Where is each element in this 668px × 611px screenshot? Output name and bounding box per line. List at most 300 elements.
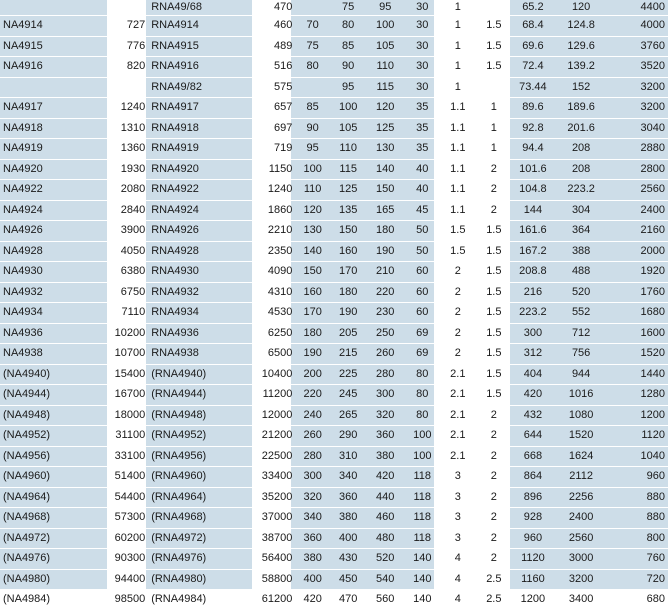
cell-dim-6: 1.5: [475, 282, 513, 303]
cell-dim-1: 420: [295, 590, 330, 611]
cell-dim-4: 118: [404, 528, 441, 549]
cell-dim-6: [475, 0, 513, 16]
cell-dim-6: 2: [475, 487, 513, 508]
cell-value-e: 1440: [609, 364, 668, 385]
cell-value-b: 33400: [256, 467, 296, 488]
cell-dim-4: 40: [404, 180, 441, 201]
cell-dim-2: 115: [330, 159, 367, 180]
cell-value-b: 2210: [256, 221, 296, 242]
cell-value-c: 167.2: [513, 241, 554, 262]
cell-value-e: 1680: [609, 303, 668, 324]
cell-value-d: 2256: [553, 487, 609, 508]
cell-dim-4: 50: [404, 241, 441, 262]
cell-value-c: 312: [513, 344, 554, 365]
cell-dim-6: 2: [475, 426, 513, 447]
cell-dim-1: 90: [295, 118, 330, 139]
cell-dim-3: 130: [366, 139, 404, 160]
cell-dim-2: 75: [330, 0, 367, 16]
cell-dim-2: 180: [330, 282, 367, 303]
cell-designation-rna: RNA4919: [148, 139, 256, 160]
cell-value-b: 21200: [256, 426, 296, 447]
table-row: [0, 262, 668, 283]
table-row: [0, 180, 668, 201]
cell-dim-1: 180: [295, 323, 330, 344]
cell-dim-5: 2.1: [441, 364, 476, 385]
cell-dim-6: [475, 77, 513, 98]
cell-value-c: 896: [513, 487, 554, 508]
cell-dim-3: 460: [366, 508, 404, 529]
cell-dim-5: 2: [441, 303, 476, 324]
cell-designation-na: NA4914: [0, 16, 109, 37]
cell-value-e: 800: [609, 528, 668, 549]
cell-dim-2: 85: [330, 36, 367, 57]
cell-designation-na: NA4918: [0, 118, 109, 139]
cell-value-c: 1160: [513, 569, 554, 590]
cell-dim-2: 400: [330, 528, 367, 549]
cell-value-c: 208.8: [513, 262, 554, 283]
cell-dim-3: 320: [366, 405, 404, 426]
cell-dim-2: 215: [330, 344, 367, 365]
table-row: [0, 139, 668, 160]
cell-dim-6: 2: [475, 508, 513, 529]
cell-value-b: 6250: [256, 323, 296, 344]
cell-value-b: 1240: [256, 180, 296, 201]
cell-value-d: 3200: [553, 569, 609, 590]
cell-value-d: 304: [553, 200, 609, 221]
cell-value-d: 189.6: [553, 98, 609, 119]
cell-designation-na: NA4922: [0, 180, 109, 201]
cell-value-b: 697: [256, 118, 296, 139]
cell-designation-na: NA4934: [0, 303, 109, 324]
cell-value-e: 880: [609, 508, 668, 529]
cell-dim-6: 1: [475, 98, 513, 119]
cell-dim-4: 140: [404, 590, 441, 611]
cell-designation-na: NA4930: [0, 262, 109, 283]
cell-dim-6: 2: [475, 528, 513, 549]
cell-dim-6: 1.5: [475, 364, 513, 385]
cell-dim-5: 4: [441, 569, 476, 590]
cell-value-c: 928: [513, 508, 554, 529]
cell-value-a: 776: [109, 36, 149, 57]
cell-value-d: 388: [553, 241, 609, 262]
cell-dim-6: 2.5: [475, 569, 513, 590]
cell-designation-na: NA4915: [0, 36, 109, 57]
cell-designation-rna: RNA4914: [148, 16, 256, 37]
cell-designation-na: (NA4984): [0, 590, 109, 611]
cell-designation-rna: RNA4918: [148, 118, 256, 139]
cell-value-a: 10200: [109, 323, 149, 344]
cell-dim-1: 400: [295, 569, 330, 590]
cell-designation-na: NA4928: [0, 241, 109, 262]
cell-dim-2: 205: [330, 323, 367, 344]
cell-designation-na: NA4926: [0, 221, 109, 242]
cell-designation-rna: RNA4924: [148, 200, 256, 221]
cell-value-e: 760: [609, 549, 668, 570]
cell-value-b: 719: [256, 139, 296, 160]
cell-value-a: 820: [109, 57, 149, 78]
cell-value-b: 6500: [256, 344, 296, 365]
cell-value-c: 92.8: [513, 118, 554, 139]
cell-dim-3: 440: [366, 487, 404, 508]
cell-value-e: 3760: [609, 36, 668, 57]
cell-dim-3: 120: [366, 98, 404, 119]
cell-value-d: 2112: [553, 467, 609, 488]
cell-dim-5: 3: [441, 528, 476, 549]
cell-dim-6: 1.5: [475, 16, 513, 37]
cell-value-e: 1280: [609, 385, 668, 406]
cell-dim-2: 245: [330, 385, 367, 406]
cell-value-d: 944: [553, 364, 609, 385]
cell-dim-3: 280: [366, 364, 404, 385]
cell-designation-na: (NA4952): [0, 426, 109, 447]
cell-value-d: 2560: [553, 528, 609, 549]
cell-value-d: 208: [553, 139, 609, 160]
cell-dim-3: 100: [366, 16, 404, 37]
cell-value-c: 89.6: [513, 98, 554, 119]
cell-designation-rna: (RNA4944): [148, 385, 256, 406]
cell-value-d: 520: [553, 282, 609, 303]
cell-dim-5: 1.5: [441, 221, 476, 242]
cell-value-e: 1920: [609, 262, 668, 283]
cell-dim-1: 220: [295, 385, 330, 406]
cell-dim-3: 480: [366, 528, 404, 549]
cell-value-d: 152: [553, 77, 609, 98]
cell-dim-5: 1.1: [441, 200, 476, 221]
cell-value-a: 6750: [109, 282, 149, 303]
cell-dim-3: 230: [366, 303, 404, 324]
cell-value-e: 1600: [609, 323, 668, 344]
cell-value-e: 1760: [609, 282, 668, 303]
cell-designation-rna: RNA4934: [148, 303, 256, 324]
cell-dim-5: 1: [441, 0, 476, 16]
cell-value-c: 216: [513, 282, 554, 303]
cell-value-e: 4400: [609, 0, 668, 16]
cell-value-c: 65.2: [513, 0, 554, 16]
cell-dim-1: 95: [295, 139, 330, 160]
cell-dim-4: 35: [404, 98, 441, 119]
cell-designation-rna: (RNA4984): [148, 590, 256, 611]
cell-value-e: 1200: [609, 405, 668, 426]
cell-value-b: 12000: [256, 405, 296, 426]
cell-dim-2: 380: [330, 508, 367, 529]
cell-value-e: 2560: [609, 180, 668, 201]
cell-value-b: 4310: [256, 282, 296, 303]
cell-dim-2: 450: [330, 569, 367, 590]
cell-dim-1: 70: [295, 16, 330, 37]
cell-dim-4: 35: [404, 118, 441, 139]
cell-designation-rna: RNA4936: [148, 323, 256, 344]
cell-dim-4: 69: [404, 344, 441, 365]
cell-dim-4: 69: [404, 323, 441, 344]
cell-dim-5: 2: [441, 344, 476, 365]
cell-value-c: 432: [513, 405, 554, 426]
cell-designation-rna: (RNA4980): [148, 569, 256, 590]
cell-value-e: 4000: [609, 16, 668, 37]
cell-dim-4: 80: [404, 364, 441, 385]
table-row: [0, 508, 668, 529]
cell-dim-2: 290: [330, 426, 367, 447]
cell-dim-5: 1: [441, 57, 476, 78]
cell-value-e: 960: [609, 467, 668, 488]
cell-dim-4: 45: [404, 200, 441, 221]
cell-value-d: 120: [553, 0, 609, 16]
cell-designation-rna: RNA49/68: [148, 0, 256, 16]
cell-value-e: 720: [609, 569, 668, 590]
cell-dim-5: 2.1: [441, 426, 476, 447]
cell-value-a: 18000: [109, 405, 149, 426]
cell-value-a: 33100: [109, 446, 149, 467]
cell-value-a: 10700: [109, 344, 149, 365]
cell-dim-5: 3: [441, 467, 476, 488]
table-row: [0, 98, 668, 119]
cell-value-d: 364: [553, 221, 609, 242]
table-row: [0, 405, 668, 426]
cell-value-e: 1120: [609, 426, 668, 447]
cell-value-c: 101.6: [513, 159, 554, 180]
table-row: [0, 426, 668, 447]
cell-value-b: 22500: [256, 446, 296, 467]
cell-value-c: 104.8: [513, 180, 554, 201]
cell-value-a: 60200: [109, 528, 149, 549]
table-row: [0, 16, 668, 37]
cell-value-a: 90300: [109, 549, 149, 570]
cell-dim-1: 320: [295, 487, 330, 508]
cell-designation-na: (NA4948): [0, 405, 109, 426]
cell-value-e: 2160: [609, 221, 668, 242]
cell-value-a: 1310: [109, 118, 149, 139]
cell-dim-1: [295, 77, 330, 98]
cell-dim-4: 118: [404, 487, 441, 508]
cell-value-e: 3520: [609, 57, 668, 78]
cell-value-b: 460: [256, 16, 296, 37]
cell-designation-na: NA4919: [0, 139, 109, 160]
cell-designation-na: NA4916: [0, 57, 109, 78]
cell-dim-5: 3: [441, 508, 476, 529]
cell-designation-na: (NA4976): [0, 549, 109, 570]
cell-designation-na: (NA4940): [0, 364, 109, 385]
cell-value-e: 3200: [609, 77, 668, 98]
cell-value-d: 712: [553, 323, 609, 344]
cell-value-c: 73.44: [513, 77, 554, 98]
table-row: [0, 364, 668, 385]
cell-designation-na: (NA4968): [0, 508, 109, 529]
cell-dim-3: 380: [366, 446, 404, 467]
cell-value-b: 11200: [256, 385, 296, 406]
cell-value-c: 1120: [513, 549, 554, 570]
cell-value-c: 161.6: [513, 221, 554, 242]
cell-value-b: 37000: [256, 508, 296, 529]
cell-value-c: 960: [513, 528, 554, 549]
cell-designation-rna: RNA4920: [148, 159, 256, 180]
cell-dim-6: 1: [475, 139, 513, 160]
cell-dim-1: 110: [295, 180, 330, 201]
cell-dim-1: 360: [295, 528, 330, 549]
cell-dim-5: 2.1: [441, 446, 476, 467]
cell-value-a: 727: [109, 16, 149, 37]
cell-value-b: 1150: [256, 159, 296, 180]
cell-dim-2: 160: [330, 241, 367, 262]
table-row: [0, 303, 668, 324]
cell-dim-6: 1.5: [475, 241, 513, 262]
cell-designation-rna: (RNA4972): [148, 528, 256, 549]
table-row: [0, 385, 668, 406]
table-row: [0, 241, 668, 262]
cell-designation-na: NA4924: [0, 200, 109, 221]
cell-designation-rna: RNA4917: [148, 98, 256, 119]
cell-dim-4: 60: [404, 303, 441, 324]
cell-dim-6: 2: [475, 159, 513, 180]
cell-value-c: 68.4: [513, 16, 554, 37]
cell-value-a: [109, 77, 149, 98]
cell-value-d: 3400: [553, 590, 609, 611]
cell-designation-rna: (RNA4968): [148, 508, 256, 529]
cell-dim-6: 1: [475, 118, 513, 139]
table-row: [0, 569, 668, 590]
cell-designation-rna: RNA4928: [148, 241, 256, 262]
cell-dim-3: 560: [366, 590, 404, 611]
cell-designation-rna: RNA4916: [148, 57, 256, 78]
table-row: [0, 590, 668, 611]
cell-value-b: 4090: [256, 262, 296, 283]
cell-value-a: 3900: [109, 221, 149, 242]
cell-designation-na: NA4936: [0, 323, 109, 344]
cell-designation-rna: (RNA4956): [148, 446, 256, 467]
cell-value-a: 51400: [109, 467, 149, 488]
cell-dim-2: 470: [330, 590, 367, 611]
cell-value-a: 2080: [109, 180, 149, 201]
cell-dim-5: 1: [441, 77, 476, 98]
cell-dim-4: 80: [404, 385, 441, 406]
cell-value-d: 129.6: [553, 36, 609, 57]
cell-dim-6: 1.5: [475, 385, 513, 406]
cell-dim-3: 140: [366, 159, 404, 180]
cell-dim-5: 4: [441, 590, 476, 611]
table-row: [0, 446, 668, 467]
cell-dim-4: 35: [404, 139, 441, 160]
table-row: [0, 36, 668, 57]
cell-dim-1: 80: [295, 57, 330, 78]
cell-dim-5: 2: [441, 262, 476, 283]
cell-value-e: 1520: [609, 344, 668, 365]
cell-designation-rna: (RNA4948): [148, 405, 256, 426]
cell-dim-1: 140: [295, 241, 330, 262]
cell-dim-4: 100: [404, 446, 441, 467]
cell-value-a: 6380: [109, 262, 149, 283]
cell-dim-3: 260: [366, 344, 404, 365]
cell-dim-5: 1.1: [441, 118, 476, 139]
cell-value-c: 644: [513, 426, 554, 447]
cell-dim-3: 190: [366, 241, 404, 262]
cell-value-b: 470: [256, 0, 296, 16]
cell-dim-4: 30: [404, 77, 441, 98]
cell-value-d: 552: [553, 303, 609, 324]
cell-value-c: 69.6: [513, 36, 554, 57]
cell-value-a: 54400: [109, 487, 149, 508]
cell-value-c: 1200: [513, 590, 554, 611]
cell-dim-3: 250: [366, 323, 404, 344]
cell-value-b: 35200: [256, 487, 296, 508]
cell-dim-4: 80: [404, 405, 441, 426]
cell-dim-2: 430: [330, 549, 367, 570]
cell-designation-na: (NA4960): [0, 467, 109, 488]
cell-designation-na: (NA4956): [0, 446, 109, 467]
cell-value-b: 2350: [256, 241, 296, 262]
cell-value-b: 10400: [256, 364, 296, 385]
cell-dim-1: 75: [295, 36, 330, 57]
cell-dim-5: 1.1: [441, 180, 476, 201]
cell-value-a: 1930: [109, 159, 149, 180]
cell-dim-6: 2: [475, 200, 513, 221]
cell-value-e: 2880: [609, 139, 668, 160]
cell-dim-6: 2: [475, 549, 513, 570]
cell-dim-3: 180: [366, 221, 404, 242]
cell-dim-4: 30: [404, 57, 441, 78]
cell-value-a: 57300: [109, 508, 149, 529]
table-row: [0, 159, 668, 180]
cell-dim-4: 100: [404, 426, 441, 447]
cell-dim-5: 2.1: [441, 385, 476, 406]
cell-dim-2: 225: [330, 364, 367, 385]
cell-dim-5: 1.5: [441, 241, 476, 262]
cell-designation-na: [0, 77, 109, 98]
table-row: [0, 200, 668, 221]
cell-dim-6: 1.5: [475, 221, 513, 242]
cell-dim-2: 170: [330, 262, 367, 283]
cell-dim-4: 30: [404, 16, 441, 37]
cell-dim-2: 95: [330, 77, 367, 98]
cell-dim-6: 1.5: [475, 303, 513, 324]
cell-dim-4: 118: [404, 508, 441, 529]
cell-dim-5: 3: [441, 487, 476, 508]
cell-designation-na: (NA4964): [0, 487, 109, 508]
cell-value-a: 1360: [109, 139, 149, 160]
cell-value-b: 38700: [256, 528, 296, 549]
cell-designation-na: (NA4972): [0, 528, 109, 549]
cell-value-e: 3200: [609, 98, 668, 119]
cell-value-d: 139.2: [553, 57, 609, 78]
cell-dim-4: 140: [404, 569, 441, 590]
cell-dim-4: 140: [404, 549, 441, 570]
cell-dim-1: 150: [295, 262, 330, 283]
table-row: [0, 528, 668, 549]
cell-designation-rna: RNA49/82: [148, 77, 256, 98]
cell-dim-6: 2: [475, 467, 513, 488]
cell-dim-2: 110: [330, 139, 367, 160]
cell-dim-6: 1.5: [475, 36, 513, 57]
cell-designation-na: NA4917: [0, 98, 109, 119]
cell-dim-5: 4: [441, 549, 476, 570]
cell-value-b: 61200: [256, 590, 296, 611]
cell-dim-1: 380: [295, 549, 330, 570]
cell-value-a: [109, 0, 149, 16]
cell-dim-2: 125: [330, 180, 367, 201]
cell-dim-3: 540: [366, 569, 404, 590]
cell-value-b: 657: [256, 98, 296, 119]
cell-value-d: 756: [553, 344, 609, 365]
cell-designation-rna: RNA4926: [148, 221, 256, 242]
cell-value-e: 2000: [609, 241, 668, 262]
cell-dim-5: 1.1: [441, 159, 476, 180]
cell-dim-4: 30: [404, 0, 441, 16]
cell-dim-2: 360: [330, 487, 367, 508]
cell-dim-5: 1.1: [441, 98, 476, 119]
cell-value-b: 4530: [256, 303, 296, 324]
cell-designation-na: NA4920: [0, 159, 109, 180]
cell-dim-1: 200: [295, 364, 330, 385]
cell-dim-3: 360: [366, 426, 404, 447]
cell-value-a: 31100: [109, 426, 149, 447]
cell-dim-2: 150: [330, 221, 367, 242]
